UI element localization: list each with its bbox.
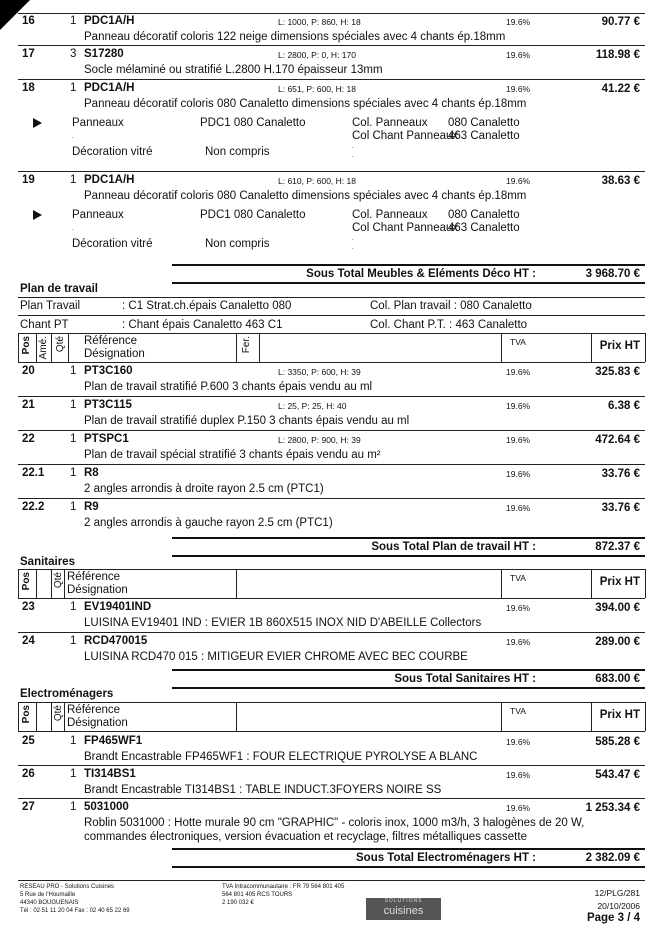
- item-qty: 3: [70, 48, 77, 60]
- item-ref: PDC1A/H: [84, 82, 135, 94]
- item-description: Plan de travail stratifié P.600 3 chants épais vendu au ml: [84, 381, 373, 393]
- item-tva: 19.6%: [506, 637, 531, 647]
- column-header-reference: Référence: [67, 571, 121, 583]
- item-price: 1 253.34 €: [585, 802, 640, 814]
- subtotal-label: Sous Total Meubles & Eléments Déco HT :: [306, 268, 536, 280]
- option-mark: .: [72, 134, 74, 140]
- item-qty: 1: [70, 768, 77, 780]
- item-pos: 26: [22, 768, 35, 780]
- item-ref: PTSPC1: [84, 433, 129, 445]
- subtotal-label: Sous Total Electroménagers HT :: [356, 852, 536, 864]
- rule: [18, 702, 19, 731]
- rule: [172, 687, 645, 689]
- item-description: Plan de travail stratifié duplex P.150 3 chants épais vendu au ml: [84, 415, 410, 427]
- option-label: Décoration vitré: [72, 238, 153, 250]
- item-qty: 1: [70, 433, 77, 445]
- plan-travail-value: : C1 Strat.ch.épais Canaletto 080: [122, 300, 292, 312]
- item-tva: 19.6%: [506, 770, 531, 780]
- option-label: Col Chant Panneaux: [352, 222, 459, 234]
- rule: [172, 282, 645, 284]
- item-price: 585.28 €: [595, 736, 640, 748]
- subtotal-value: 3 968.70 €: [585, 268, 640, 280]
- rule: [51, 333, 52, 362]
- column-header-prix: Prix HT: [599, 340, 640, 352]
- item-description: Panneau décoratif coloris 080 Canaletto dimensions spéciales avec 4 chants ép.18mm: [84, 98, 527, 110]
- rule: [18, 880, 645, 881]
- item-pos: 17: [22, 48, 35, 60]
- item-qty: 1: [70, 15, 77, 27]
- column-header-fer: Fer.: [241, 336, 252, 354]
- rule: [18, 45, 645, 46]
- row-pointer-icon: [33, 210, 42, 220]
- item-description: LUISINA RCD470 015 : MITIGEUR EVIER CHROME AVEC BEC COURBE: [84, 651, 468, 663]
- rule: [18, 333, 19, 362]
- column-header-prix: Prix HT: [599, 576, 640, 588]
- column-header-designation: Désignation: [84, 348, 145, 360]
- item-ref: FP465WF1: [84, 735, 143, 747]
- rule: [51, 702, 52, 731]
- item-price: 33.76 €: [601, 468, 640, 480]
- section-title: Sanitaires: [20, 556, 75, 568]
- item-pos: 22.2: [22, 501, 45, 513]
- rule: [645, 333, 646, 362]
- item-description: Brandt Encastrable FP465WF1 : FOUR ELECTRIQUE PYROLYSE A BLANC: [84, 751, 478, 763]
- column-header-tva: TVA: [510, 706, 526, 716]
- item-description: Socle mélaminé ou stratifié L.2800 H.170 épaisseur 13mm: [84, 64, 383, 76]
- footer-legal-line: 564 801 405 RCS TOURS: [222, 892, 293, 898]
- item-dims: L: 651, P: 600, H: 18: [278, 84, 356, 94]
- option-value: 463 Canaletto: [448, 130, 520, 142]
- item-pos: 25: [22, 735, 35, 747]
- item-price: 6.38 €: [608, 400, 640, 412]
- item-price: 90.77 €: [601, 16, 640, 28]
- item-pos: 27: [22, 801, 35, 813]
- rule: [236, 333, 237, 362]
- item-description: 2 angles arrondis à droite rayon 2.5 cm (PTC1): [84, 483, 324, 495]
- item-ref: EV19401IND: [84, 601, 152, 613]
- rule: [18, 569, 19, 598]
- rule: [18, 598, 645, 599]
- option-value: 080 Canaletto: [448, 117, 520, 129]
- item-qty: 1: [70, 82, 77, 94]
- item-tva: 19.6%: [506, 737, 531, 747]
- rule: [501, 569, 502, 598]
- rule: [51, 569, 52, 598]
- item-tva: 19.6%: [506, 367, 531, 377]
- logo-main-text: cuisines: [383, 905, 424, 917]
- item-ref: R9: [84, 501, 99, 513]
- item-description: Brandt Encastrable TI314BS1 : TABLE INDUCT.3FOYERS NOIRE SS: [84, 784, 442, 796]
- item-tva: 19.6%: [506, 50, 531, 60]
- item-ref: TI314BS1: [84, 768, 136, 780]
- plan-travail-label: Plan Travail: [20, 300, 81, 312]
- column-header-designation: Désignation: [67, 717, 128, 729]
- plan-travail-color: Col. Plan travail : 080 Canaletto: [370, 300, 532, 312]
- row-pointer-icon: [33, 118, 42, 128]
- item-price: 289.00 €: [595, 636, 640, 648]
- item-qty: 1: [70, 601, 77, 613]
- item-tva: 19.6%: [506, 603, 531, 613]
- column-header-pos: Pos: [21, 705, 32, 724]
- option-mark: .: [72, 226, 74, 232]
- item-tva: 19.6%: [506, 435, 531, 445]
- rule: [18, 798, 645, 799]
- item-ref: PT3C115: [84, 399, 132, 411]
- rule: [236, 569, 237, 598]
- section-title: Electroménagers: [20, 688, 114, 700]
- column-header-reference: Référence: [67, 704, 121, 716]
- item-price: 38.63 €: [601, 175, 640, 187]
- footer-company-line: RESEAU PRO - Solutions Cuisines: [20, 884, 115, 890]
- subtotal-value: 2 382.09 €: [585, 852, 640, 864]
- item-ref: R8: [84, 467, 99, 479]
- item-qty: 1: [70, 501, 77, 513]
- rule: [64, 702, 65, 731]
- item-pos: 22: [22, 433, 35, 445]
- item-tva: 19.6%: [506, 176, 531, 186]
- item-price: 325.83 €: [595, 366, 640, 378]
- rule: [18, 765, 645, 766]
- rule: [172, 669, 645, 671]
- item-description: Panneau décoratif coloris 122 neige dimensions spéciales avec 4 chants ép.18mm: [84, 31, 506, 43]
- item-description-2: commandes électroniques, version évacuation et recyclage, filtres métalliques cassette: [84, 831, 527, 843]
- logo-top-text: SOLUTIONS: [384, 898, 423, 904]
- item-dims: L: 2800, P: 0, H: 170: [278, 50, 356, 60]
- footer-date: 20/10/2006: [597, 901, 640, 911]
- subtotal-value: 683.00 €: [595, 673, 640, 685]
- column-header-qte: Qté: [53, 705, 64, 722]
- item-price: 118.98 €: [595, 49, 640, 61]
- item-price: 543.47 €: [595, 769, 640, 781]
- rule: [172, 848, 645, 850]
- item-dims: L: 2800, P: 900, H: 39: [278, 435, 361, 445]
- rule: [36, 569, 37, 598]
- solutions-cuisines-logo: [366, 898, 441, 920]
- option-label: Col. Panneaux: [352, 117, 428, 129]
- footer-company-line: 5 Rue de l'Houmaille: [20, 892, 76, 898]
- rule: [645, 569, 646, 598]
- item-qty: 1: [70, 635, 77, 647]
- item-tva: 19.6%: [506, 17, 531, 27]
- column-header-qte: Qté: [53, 572, 64, 589]
- item-pos: 18: [22, 82, 35, 94]
- column-header-tva: TVA: [510, 573, 526, 583]
- option-value: PDC1 080 Canaletto: [200, 117, 306, 129]
- chant-pt-color: Col. Chant P.T. : 463 Canaletto: [370, 319, 528, 331]
- item-description: LUISINA EV19401 IND : EVIER 1B 860X515 INOX NID D'ABEILLE Collectors: [84, 617, 482, 629]
- footer-legal-line: TVA Intracommunautaire : FR 79 564 801 405: [222, 884, 345, 890]
- rule: [18, 731, 645, 732]
- footer-reference: 12/PLG/281: [594, 888, 640, 898]
- option-label: Décoration vitré: [72, 146, 153, 158]
- rule: [18, 396, 645, 397]
- item-description: Roblin 5031000 : Hotte murale 90 cm "GRAPHIC" - coloris inox, 1000 m3/h, 3 halogènes de 20 W,: [84, 817, 585, 829]
- item-qty: 1: [70, 467, 77, 479]
- item-qty: 1: [70, 174, 77, 186]
- scan-corner-mark: [0, 0, 30, 30]
- item-tva: 19.6%: [506, 84, 531, 94]
- item-ref: RCD470015: [84, 635, 148, 647]
- item-dims: L: 1000, P: 860, H: 18: [278, 17, 361, 27]
- chant-pt-value: : Chant épais Canaletto 463 C1: [122, 319, 283, 331]
- item-ref: S17280: [84, 48, 124, 60]
- item-ref: PT3C160: [84, 365, 133, 377]
- footer-company-line: Tél : 02 51 11 20 04 Fax : 02 40 65 22 69: [20, 908, 130, 914]
- rule: [172, 555, 645, 557]
- rule: [68, 333, 69, 362]
- item-dims: L: 610, P: 600, H: 18: [278, 176, 356, 186]
- rule: [172, 264, 645, 266]
- option-mark: .: [352, 245, 354, 251]
- footer-company-line: 44340 BOUGUENAIS: [20, 900, 79, 906]
- item-description: 2 angles arrondis à gauche rayon 2.5 cm (PTC1): [84, 517, 333, 529]
- rule: [18, 362, 645, 363]
- section-title: Plan de travail: [20, 283, 98, 295]
- option-label: Col Chant Panneaux: [352, 130, 459, 142]
- column-header-prix: Prix HT: [599, 709, 640, 721]
- option-mark: .: [352, 144, 354, 150]
- footer-legal-line: 2 190 032 €: [222, 900, 254, 906]
- option-label: Col. Panneaux: [352, 209, 428, 221]
- column-header-reference: Référence: [84, 335, 138, 347]
- subtotal-label: Sous Total Plan de travail HT :: [371, 541, 536, 553]
- item-pos: 20: [22, 365, 35, 377]
- item-ref: 5031000: [84, 801, 129, 813]
- option-label: Panneaux: [72, 209, 124, 221]
- rule: [18, 430, 645, 431]
- rule: [18, 315, 645, 316]
- rule: [18, 79, 645, 80]
- rule: [36, 702, 37, 731]
- subtotal-label: Sous Total Sanitaires HT :: [394, 673, 536, 685]
- option-value: Non compris: [205, 146, 270, 158]
- rule: [64, 569, 65, 598]
- item-price: 41.22 €: [601, 83, 640, 95]
- item-qty: 1: [70, 735, 77, 747]
- item-price: 33.76 €: [601, 502, 640, 514]
- subtotal-value: 872.37 €: [595, 541, 640, 553]
- column-header-qte: Qté: [55, 336, 66, 353]
- item-price: 472.64 €: [595, 434, 640, 446]
- item-tva: 19.6%: [506, 401, 531, 411]
- item-description: Panneau décoratif coloris 080 Canaletto dimensions spéciales avec 4 chants ép.18mm: [84, 190, 527, 202]
- item-qty: 1: [70, 801, 77, 813]
- item-pos: 21: [22, 399, 35, 411]
- item-description: Plan de travail spécial stratifié 3 chants épais vendu au m²: [84, 449, 381, 461]
- item-tva: 19.6%: [506, 803, 531, 813]
- item-pos: 24: [22, 635, 35, 647]
- rule: [18, 297, 645, 298]
- item-tva: 19.6%: [506, 503, 531, 513]
- option-value: PDC1 080 Canaletto: [200, 209, 306, 221]
- item-price: 394.00 €: [595, 602, 640, 614]
- page-number: Page 3 / 4: [586, 912, 640, 924]
- rule: [18, 464, 645, 465]
- rule: [172, 866, 645, 868]
- item-dims: L: 3350, P: 600, H: 39: [278, 367, 361, 377]
- item-ref: PDC1A/H: [84, 15, 135, 27]
- rule: [18, 498, 645, 499]
- rule: [645, 702, 646, 731]
- rule: [501, 333, 502, 362]
- item-pos: 22.1: [22, 467, 45, 479]
- item-pos: 23: [22, 601, 35, 613]
- option-label: Panneaux: [72, 117, 124, 129]
- chant-pt-label: Chant PT: [20, 319, 69, 331]
- column-header-designation: Désignation: [67, 584, 128, 596]
- rule: [259, 333, 260, 362]
- item-ref: PDC1A/H: [84, 174, 135, 186]
- item-qty: 1: [70, 365, 77, 377]
- option-value: Non compris: [205, 238, 270, 250]
- option-mark: .: [352, 153, 354, 159]
- rule: [36, 333, 37, 362]
- item-pos: 16: [22, 15, 35, 27]
- column-header-tva: TVA: [510, 337, 526, 347]
- option-mark: .: [352, 236, 354, 242]
- item-qty: 1: [70, 399, 77, 411]
- option-value: 080 Canaletto: [448, 209, 520, 221]
- rule: [236, 702, 237, 731]
- item-dims: L: 25, P: 25, H: 40: [278, 401, 347, 411]
- rule: [18, 632, 645, 633]
- rule: [501, 702, 502, 731]
- rule: [18, 171, 645, 172]
- rule: [172, 537, 645, 539]
- item-tva: 19.6%: [506, 469, 531, 479]
- option-value: 463 Canaletto: [448, 222, 520, 234]
- item-pos: 19: [22, 174, 35, 186]
- column-header-pos: Pos: [21, 336, 32, 355]
- column-header-pos: Pos: [21, 572, 32, 591]
- column-header-ame: Amé.: [38, 336, 49, 360]
